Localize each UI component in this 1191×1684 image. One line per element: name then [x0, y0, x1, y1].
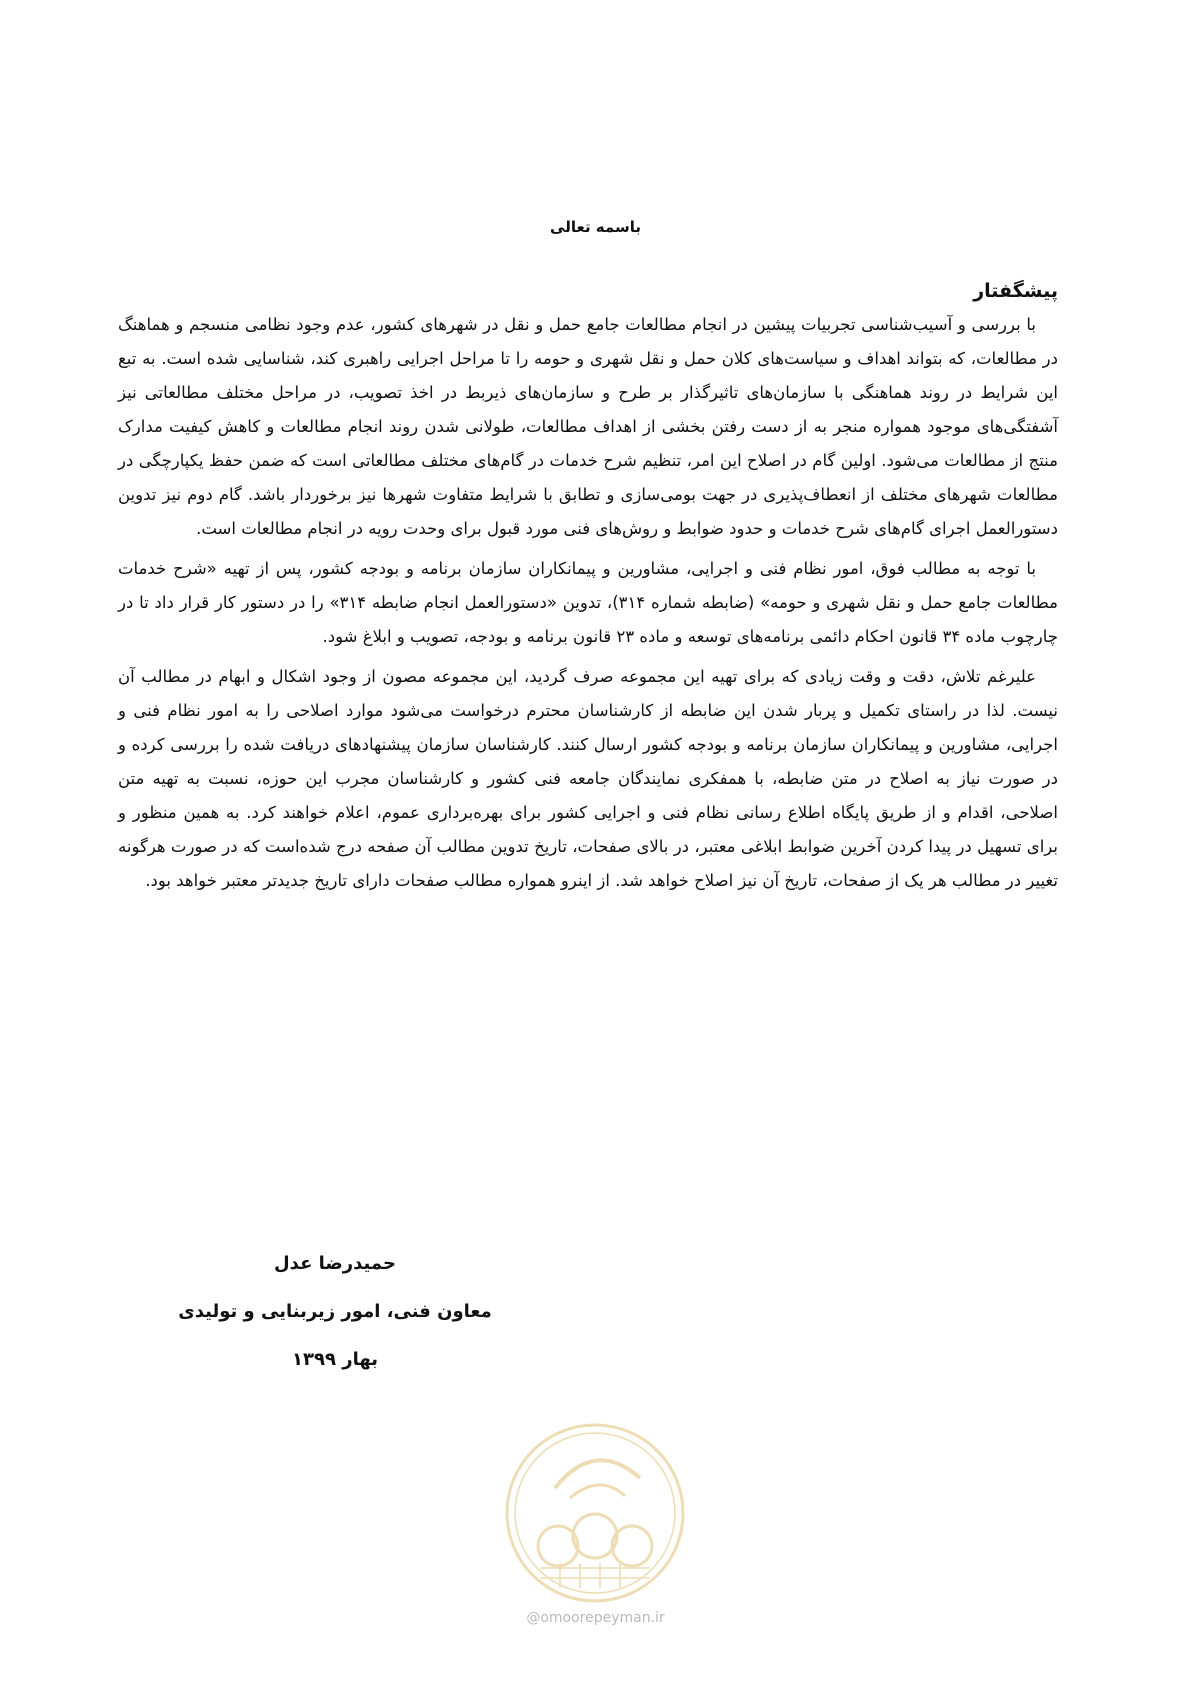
signature-block	[170, 1240, 500, 1384]
section-heading: پیشگفتار	[973, 280, 1058, 302]
watermark-url: @omoorepeyman.ir	[526, 1610, 665, 1626]
document-body	[118, 280, 1058, 904]
signature-date: بهار ۱۳۹۹	[292, 1349, 378, 1370]
paragraph-3: علیرغم تلاش، دقت و وقت زیادی که برای تهیه این مجموعه صرف گردید، این مجموعه مصون از وجود اشکال و ابهام در مطالب آن نیست. لذا در راستای تکمیل و پربار شدن این ضابطه از کارشناسان محترم درخواست می‌شود موارد اصلاحی را به امور نظام فنی و اجرایی، مشاورین و پیمانکاران سازمان برنامه و بودجه کشور ارسال کنند. کارشناسان سازمان پیشنهادهای دریافت شده را بررسی کرده و در صورت نیاز به اصلاح در متن ضابطه، با همفکری نمایندگان جامعه فنی کشور و کارشناسان مجرب این حوزه، نسبت به تهیه متن اصلاحی، اقدام و از طریق پایگاه اطلاع رسانی نظام فنی و اجرایی کشور برای بهره‌برداری عموم، اعلام خواهند کرد. به همین منظور و برای تسهیل در پیدا کردن آخرین ضوابط ابلاغی معتبر، در بالای صفحات، تاریخ تدوین مطالب آن صفحه درج شده‌است که در صورت هرگونه تغییر در مطالب هر یک از صفحات، تاریخ آن نیز اصلاح خواهد شد. از اینرو همواره مطالب صفحات دارای تاریخ جدیدتر معتبر خواهد بود.	[118, 667, 1058, 890]
signatory-title: معاون فنی، امور زیربنایی و تولیدی	[178, 1301, 492, 1322]
paragraph-1: با بررسی و آسیب‌شناسی تجربیات پیشین در انجام مطالعات جامع حمل و نقل در شهرهای کشور، عدم وجود نظامی منسجم و هماهنگ در مطالعات، که بتواند اهداف و سیاست‌های کلان حمل و نقل شهری و حومه را تا مراحل اجرایی راهبری کند، شناسایی شده است. به تبع این شرایط در روند هماهنگی با سازمان‌های تاثیرگذار بر طرح و سازمان‌های ذیربط در اخذ تصویب، در مراحل مختلف مطالعاتی نیز آشفتگی‌های موجود همواره منجر به از دست رفتن بخشی از اهداف مطالعات، طولانی شدن روند انجام مطالعات و کاهش کیفیت مدارک منتج از مطالعات می‌شود. اولین گام در اصلاح این امر، تنظیم شرح خدمات در گام‌های مختلف مطالعاتی است که ضمن حفظ یکپارچگی در مطالعات شهرهای مختلف از انعطاف‌پذیری در جهت بومی‌سازی و تطابق با شرایط متفاوت شهرها نیز برخوردار باشد. گام دوم نیز تدوین دستورالعمل اجرای گام‌های شرح خدمات و حدود ضوابط و روش‌های فنی مورد قبول برای وحدت رویه در انجام مطالعات است.	[118, 315, 1058, 538]
basmala: باسمه تعالی	[550, 218, 641, 236]
paragraph-2: با توجه به مطالب فوق، امور نظام فنی و اجرایی، مشاورین و پیمانکاران سازمان برنامه و بودجه کشور، پس از تهیه «شرح خدمات مطالعات جامع حمل و نقل شهری و حومه» (ضابطه شماره ۳۱۴)، تدوین «دستورالعمل انجام ضابطه ۳۱۴» را در دستور کار قرار داد تا در چارچوب ماده ۳۴ قانون احکام دائمی برنامه‌های توسعه و ماده ۲۳ قانون برنامه و بودجه، تصویب و ابلاغ شود.	[118, 559, 1058, 646]
watermark-seal-icon	[500, 1418, 690, 1608]
signatory-name: حمیدرضا عدل	[274, 1253, 396, 1274]
